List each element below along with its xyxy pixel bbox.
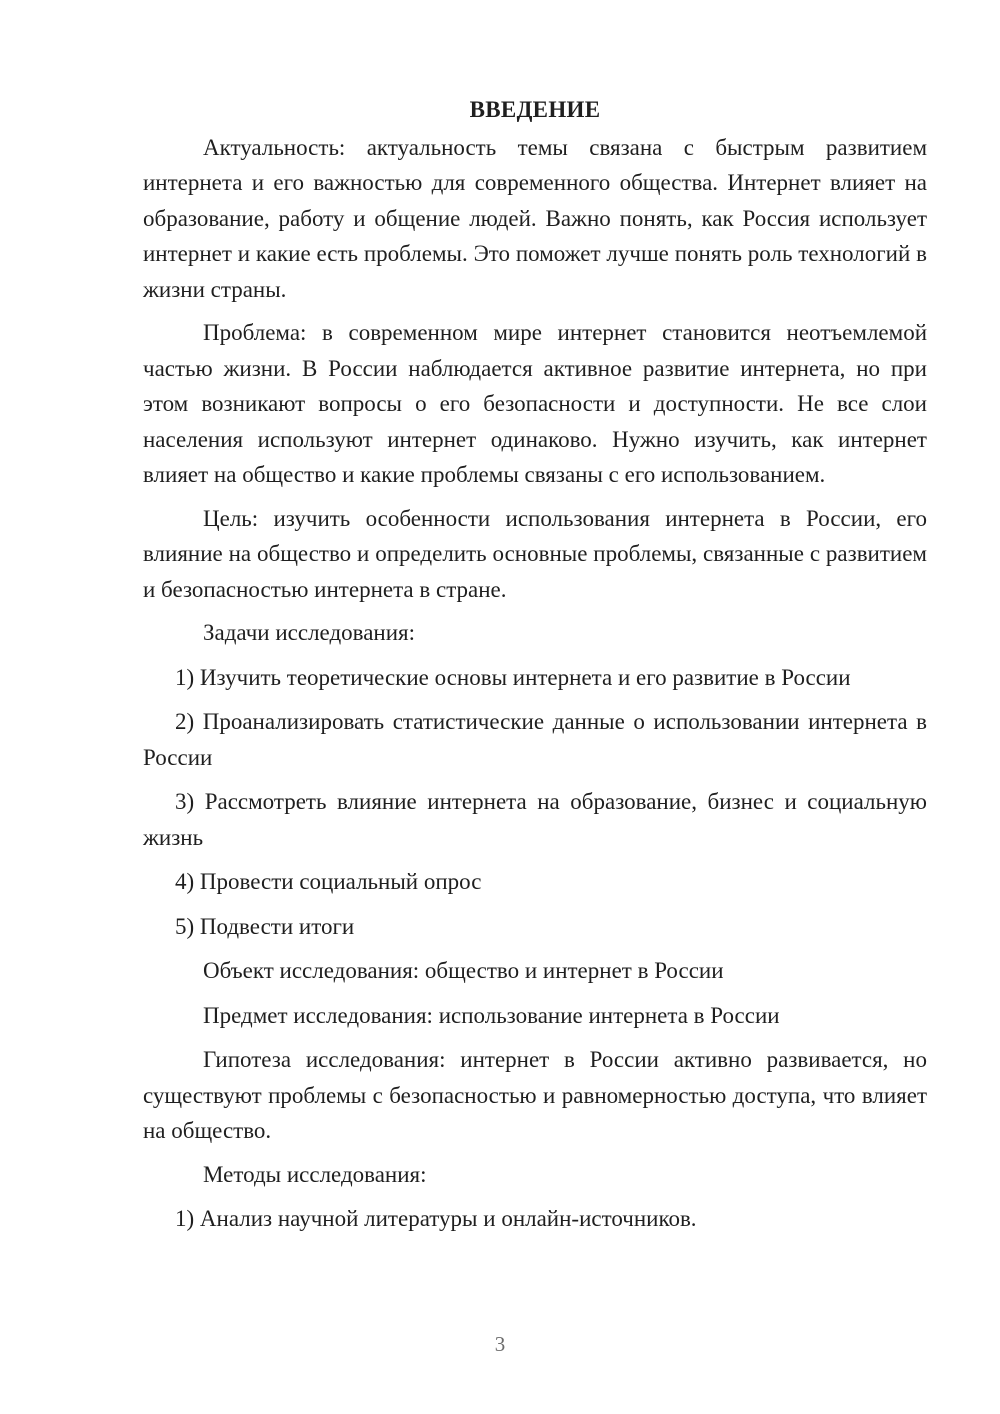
paragraph-object: Объект исследования: общество и интернет в России	[203, 958, 724, 983]
page-content	[143, 92, 927, 1246]
task-item-4: 4) Провести социальный опрос	[175, 869, 482, 894]
task-item-3: 3) Рассмотреть влияние интернета на образование, бизнес и социальную жизнь	[143, 789, 927, 850]
paragraph-problem: Проблема: в современном мире интернет становится неотъемлемой частью жизни. В России наблюдается активное развитие интернета, но при этом возникают вопросы о его безопасности и доступности. Не все слои населения используют интернет одинаково. Нужно изучить, как интернет влияет на общество и какие проблемы связаны с его использованием.	[143, 320, 927, 487]
paragraph-subject: Предмет исследования: использование интернета в России	[203, 1002, 780, 1028]
task-item-1: 1) Изучить теоретические основы интернета и его развитие в России	[175, 664, 851, 690]
paragraph-hypothesis: Гипотеза исследования: интернет в России активно развивается, но существуют проблемы с безопасностью и равномерностью доступа, что влияет на общество.	[143, 1047, 927, 1143]
paragraph-relevance: Актуальность: актуальность темы связана с быстрым развитием интернета и его важностью для современного общества. Интернет влияет на образование, работу и общение людей. Важно понять, как Россия использует интернет и какие есть проблемы. Это поможет лучше понять роль технологий в жизни страны.	[143, 134, 927, 302]
task-item-5: 5) Подвести итоги	[175, 913, 355, 939]
paragraph-goal: Цель: изучить особенности использования интернета в России, его влияние на общество и определить основные проблемы, связанные с развитием и безопасностью интернета в стране.	[143, 505, 927, 602]
method-item-1: 1) Анализ научной литературы и онлайн-источников.	[175, 1206, 697, 1231]
tasks-heading: Задачи исследования:	[203, 620, 416, 645]
task-item-2: 2) Проанализировать статистические данные о использовании интернета в России	[143, 709, 927, 770]
page-title: ВВЕДЕНИЕ	[469, 97, 601, 122]
page-number: 3	[494, 1332, 506, 1356]
methods-heading: Методы исследования:	[203, 1161, 427, 1187]
